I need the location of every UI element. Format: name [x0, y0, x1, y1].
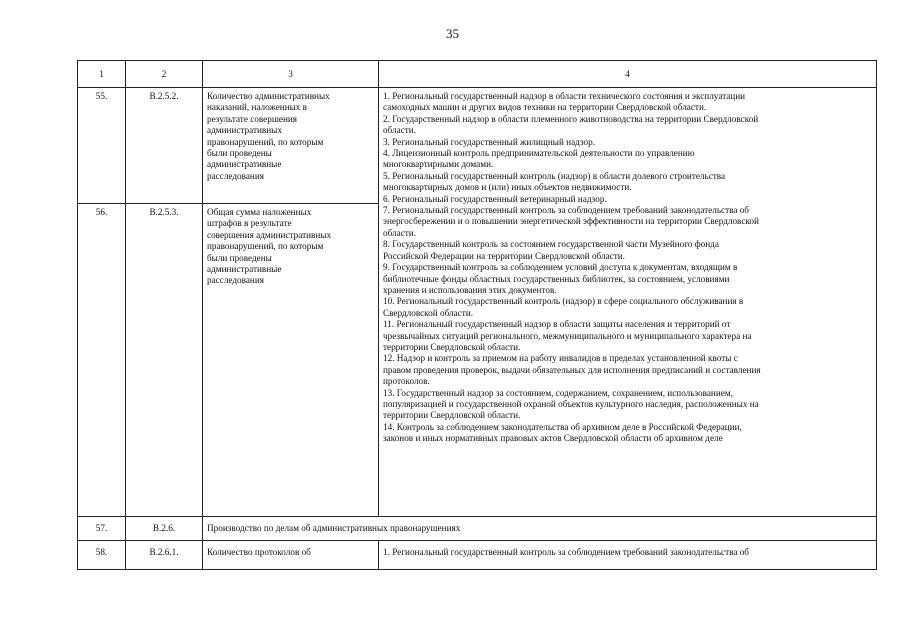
description-line: административных — [207, 125, 282, 136]
control-type-line: законов и иных нормативных правовых актов Свердловской области об архивном деле — [383, 433, 723, 444]
indicator-code: В.2.5.3. — [126, 204, 203, 517]
control-type-line: самоходных машин и других видов техники на территории Свердловской области. — [383, 102, 707, 113]
control-type-line: правом проведения проверок, выдачи обязательных для исполнения предписаний и составления — [383, 364, 761, 375]
header-cell: 4 — [379, 61, 877, 88]
control-type-line: 1. Региональный государственный контроль за соблюдением требований законодательства об — [379, 541, 877, 569]
control-type-line: библиотечные фонды областных государственных библиотек, за состоянием, условиями — [383, 273, 730, 284]
indicator-description — [203, 88, 379, 204]
control-type-line: энергосбережении и о повышении энергетической эффективности на территории Свердловской — [383, 216, 759, 227]
indicator-description — [203, 204, 379, 517]
indicators-table — [77, 60, 877, 570]
control-type-line: 2. Государственный надзор в области племенного животноводства на территории Свердловской — [383, 113, 759, 124]
control-type-line: хранения и использования этих документов. — [383, 284, 557, 295]
control-type-line: многоквартирными домами. — [383, 159, 494, 170]
control-type-line: области. — [383, 227, 417, 238]
row-number: 55. — [78, 88, 126, 204]
description-line: совершения административных — [207, 229, 332, 240]
description-line: штрафов в результате — [207, 218, 292, 229]
table-row — [78, 517, 877, 541]
indicator-description: Количество протоколов об — [203, 541, 379, 569]
control-type-line: области. — [383, 125, 417, 136]
control-type-line: 7. Региональный государственный контроль за соблюдением требований законодательства об — [383, 205, 749, 216]
control-type-line: 6. Региональный государственный ветеринарный надзор. — [383, 193, 607, 204]
control-type-line: 3. Региональный государственный жилищный надзор. — [383, 136, 596, 147]
header-cell: 3 — [203, 61, 379, 88]
description-line: расследования — [207, 275, 264, 286]
control-type-line: многоквартирных домов и (или) иных объектов недвижимости. — [383, 182, 632, 193]
row-number: 58. — [78, 541, 126, 569]
table-header-row — [78, 61, 877, 88]
page-number: 35 — [446, 26, 459, 41]
description-line: административные — [207, 159, 282, 170]
indicator-code: В.2.6.1. — [126, 541, 203, 569]
control-type-line: 1. Региональный государственный надзор в области технического состояния и эксплуатации — [383, 91, 746, 101]
description-line: расследования — [207, 170, 264, 181]
row-number: 56. — [78, 204, 126, 517]
section-title: Производство по делам об административных правонарушениях — [203, 517, 877, 541]
control-type-line: протоколов. — [383, 376, 430, 387]
control-type-line: территории Свердловской области. — [383, 410, 521, 421]
header-cell: 1 — [78, 61, 126, 88]
control-type-line: 9. Государственный контроль за соблюдением условий доступа к документам, входящим в — [383, 262, 738, 273]
control-type-line: 11. Региональный государственный надзор в области защиты населения и территорий от — [383, 319, 731, 330]
control-type-line: чрезвычайных ситуаций регионального, межмуниципального и муниципального характера на — [383, 330, 752, 341]
description-line: правонарушений, по которым — [207, 241, 324, 252]
control-type-line: 13. Государственный надзор за состоянием, содержанием, сохранением, использованием, — [383, 387, 733, 398]
control-type-line: популяризацией и государственной охраной объектов культурного наследия, расположенных на — [383, 398, 759, 409]
description-line: были проведены — [207, 252, 272, 263]
control-type-line: Свердловской области. — [383, 307, 473, 318]
control-types-list — [379, 88, 877, 517]
indicator-code: В.2.6. — [126, 517, 203, 541]
control-type-line: 4. Лицензионный контроль предпринимательской деятельности по управлению — [383, 148, 695, 159]
description-line: правонарушений, по которым — [207, 136, 324, 147]
table-row — [78, 541, 877, 569]
description-line: были проведены — [207, 148, 272, 159]
control-type-line: Российской Федерации на территории Свердловской области. — [383, 250, 625, 261]
control-type-line: 14. Контроль за соблюдением законодательства об архивном деле в Российской Федерации, — [383, 421, 742, 432]
header-cell: 2 — [126, 61, 203, 88]
description-line: результате совершения — [207, 113, 298, 124]
control-type-line: 10. Региональный государственный контроль (надзор) в сфере социального обслуживания в — [383, 296, 744, 307]
table-row — [78, 88, 877, 204]
description-line: административные — [207, 264, 282, 275]
description-line: Общая сумма наложенных — [207, 207, 312, 217]
control-type-line: 12. Надзор и контроль за приемом на работу инвалидов в пределах установленной квоты с — [383, 353, 738, 364]
control-type-line: территории Свердловской области. — [383, 341, 521, 352]
row-number: 57. — [78, 517, 126, 541]
control-type-line: 8. Государственный контроль за состоянием государственной части Музейного фонда — [383, 239, 719, 250]
description-line: Количество административных — [207, 91, 330, 101]
control-type-line: 5. Региональный государственный контроль (надзор) в области долевого строительства — [383, 170, 726, 181]
description-line: наказаний, наложенных в — [207, 102, 308, 113]
indicator-code: В.2.5.2. — [126, 88, 203, 204]
